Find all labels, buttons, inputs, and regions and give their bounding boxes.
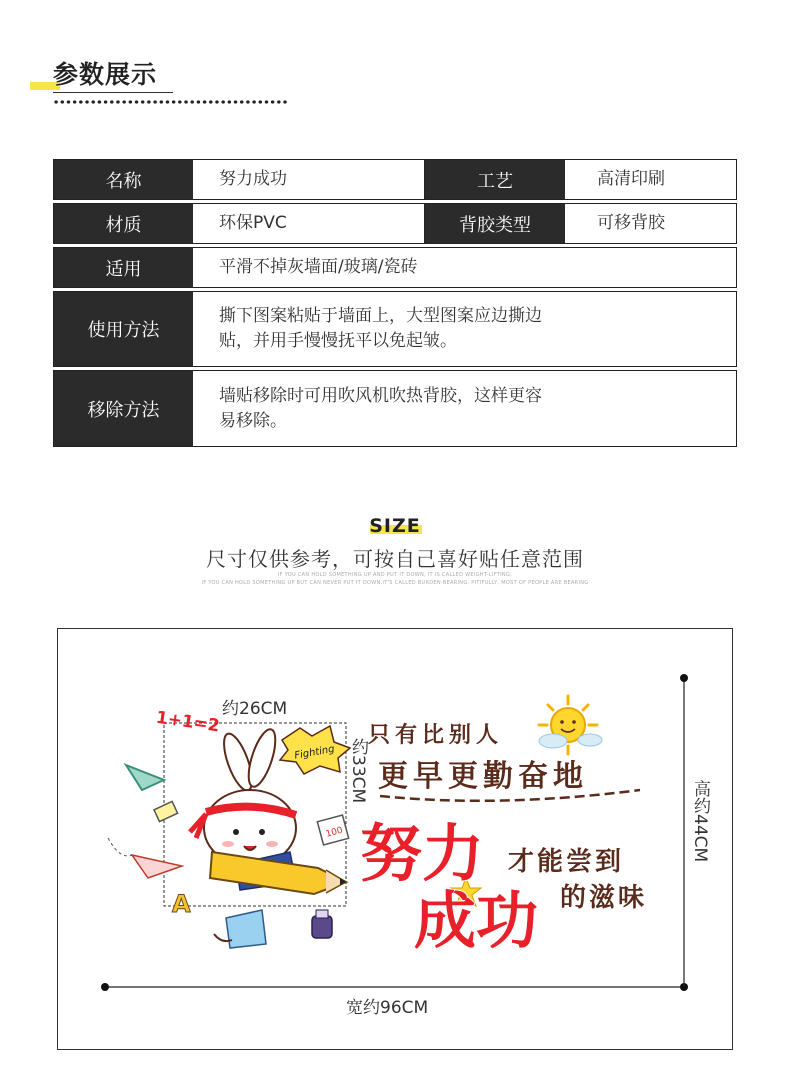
usage-line-1: 撕下图案粘贴于墙面上，大型图案应边撕边: [219, 306, 542, 326]
letter-a-icon: A: [172, 890, 191, 918]
tiny-caption-1: IF YOU CAN HOLD SOMETHING UP AND PUT IT DOWN, IT IS CALLED WEIGHT-LIFTING;: [277, 572, 513, 578]
spec-key: 工艺: [425, 160, 565, 199]
width-label: 宽约96CM: [346, 998, 429, 1018]
scribble-text: 1+1=2: [154, 707, 221, 737]
spec-key: 背胶类型: [425, 204, 565, 243]
spec-key: 使用方法: [54, 292, 193, 366]
width-left-dot: [101, 983, 109, 991]
spec-value: 可移背胶: [565, 204, 736, 243]
spec-key: 移除方法: [54, 371, 193, 446]
size-title: SIZE: [369, 515, 421, 537]
height-top-dot: [680, 674, 688, 682]
slogan-line-1: 只有比别人: [368, 723, 504, 748]
spec-value: 平滑不掉灰墙面/玻璃/瓷砖: [193, 248, 736, 287]
badge-text: Fighting: [293, 743, 336, 762]
size-subtitle: 尺寸仅供参考，可按自己喜好贴任意范围: [206, 547, 584, 571]
spec-value: 高清印刷: [565, 160, 736, 199]
fighting-badge-icon: [280, 726, 350, 774]
slogan-big-2: 成功: [414, 884, 539, 957]
eraser-icon: [154, 801, 178, 821]
spec-value: 努力成功: [193, 160, 425, 199]
spec-key: 名称: [54, 160, 193, 199]
tiny-caption-2: IF YOU CAN HOLD SOMETHING UP BUT CAN NEVER PUT IT DOWN,IT'S CALLED BURDEN-BEARING. PITIFULLY, MOST OF PEOPLE ARE BEARING: [201, 580, 589, 586]
inner-height-label: 约33CM: [348, 738, 368, 804]
slogan-line-2: 更早更勤奋地: [378, 759, 588, 794]
paper-plane-icon: [108, 838, 182, 878]
spec-value: 环保PVC: [193, 204, 425, 243]
sun-icon: [539, 696, 602, 754]
slogan-big-1: 努力: [360, 817, 485, 890]
paper-score-text: 100: [324, 825, 344, 840]
slogan-side-2: 的滋味: [560, 883, 648, 913]
spec-key: 适用: [54, 248, 193, 287]
usage-line-2: 贴，并用手慢慢抚平以免起皱。: [219, 331, 457, 351]
inner-width-label: 约26CM: [222, 699, 288, 719]
slogan-side-1: 才能尝到: [508, 847, 625, 877]
triangle-ruler-icon: [126, 765, 164, 790]
height-label: 高约44CM: [690, 780, 710, 863]
score-paper-icon: [317, 815, 348, 845]
book-icon: [214, 910, 266, 948]
remove-line-1: 墙贴移除时可用吹风机吹热背胶，这样更容: [219, 385, 542, 406]
ink-bottle-icon: [312, 910, 332, 938]
remove-line-2: 易移除。: [219, 410, 287, 431]
spec-key: 材质: [54, 204, 193, 243]
page-title: 参数展示: [53, 60, 158, 89]
